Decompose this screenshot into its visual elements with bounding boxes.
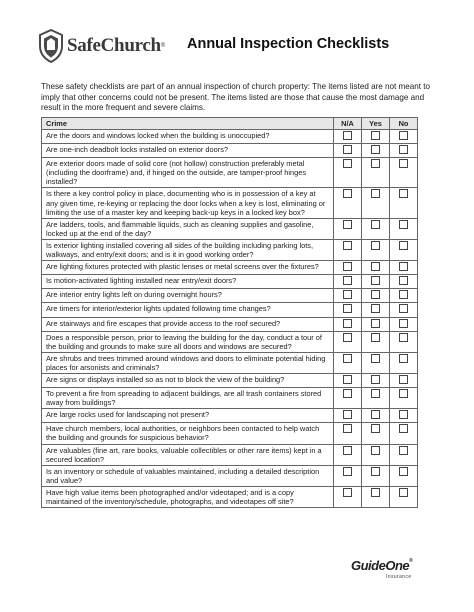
answer-cell-yes xyxy=(362,218,390,239)
question-text: Are timers for interior/exterior lights updated following time changes? xyxy=(42,303,334,317)
question-text: Are the doors and windows locked when the building is unoccupied? xyxy=(42,130,334,144)
answer-cell-na xyxy=(334,188,362,218)
answer-cell-no xyxy=(390,130,418,144)
answer-cell-no xyxy=(390,331,418,352)
answer-cell-na xyxy=(334,423,362,444)
checkbox-no[interactable] xyxy=(399,220,408,229)
checkbox-na[interactable] xyxy=(343,189,352,198)
checkbox-yes[interactable] xyxy=(371,354,380,363)
answer-cell-no xyxy=(390,261,418,275)
answer-cell-na xyxy=(334,444,362,465)
checkbox-yes[interactable] xyxy=(371,446,380,455)
checkbox-no[interactable] xyxy=(399,189,408,198)
answer-cell-no xyxy=(390,444,418,465)
answer-cell-no xyxy=(390,289,418,303)
answer-cell-no xyxy=(390,409,418,423)
column-header-yes: Yes xyxy=(362,118,390,130)
answer-cell-na xyxy=(334,275,362,289)
answer-cell-yes xyxy=(362,144,390,158)
column-header-na: N/A xyxy=(334,118,362,130)
question-text: Are valuables (fine art, rare books, valuable collectibles or other rare items) kept in a secured location? xyxy=(42,444,334,465)
checkbox-yes[interactable] xyxy=(371,290,380,299)
table-row xyxy=(42,303,418,317)
checkbox-na[interactable] xyxy=(343,354,352,363)
checkbox-yes[interactable] xyxy=(371,467,380,476)
checkbox-no[interactable] xyxy=(399,446,408,455)
registered-mark: ® xyxy=(160,43,166,49)
checkbox-yes[interactable] xyxy=(371,241,380,250)
logo-wordmark: SafeChurch xyxy=(67,35,161,56)
checkbox-no[interactable] xyxy=(399,262,408,271)
answer-cell-yes xyxy=(362,239,390,260)
answer-cell-no xyxy=(390,218,418,239)
checkbox-yes[interactable] xyxy=(371,488,380,497)
guideone-insurance-label: Insurance xyxy=(386,574,412,580)
answer-cell-na xyxy=(334,465,362,486)
question-text: Are signs or displays installed so as not to block the view of the building? xyxy=(42,373,334,387)
checkbox-no[interactable] xyxy=(399,375,408,384)
answer-cell-yes xyxy=(362,486,390,507)
question-text: Are interior entry lights left on during overnight hours? xyxy=(42,289,334,303)
answer-cell-yes xyxy=(362,465,390,486)
answer-cell-no xyxy=(390,275,418,289)
answer-cell-no xyxy=(390,423,418,444)
answer-cell-na xyxy=(334,261,362,275)
checkbox-yes[interactable] xyxy=(371,375,380,384)
answer-cell-yes xyxy=(362,289,390,303)
answer-cell-na xyxy=(334,239,362,260)
answer-cell-na xyxy=(334,289,362,303)
question-text: Is exterior lighting installed covering all sides of the building including parking lots, walkways, and entry/exit doors; and is it in good working order? xyxy=(42,239,334,260)
checkbox-na[interactable] xyxy=(343,446,352,455)
checkbox-no[interactable] xyxy=(399,389,408,398)
crime-checklist-table xyxy=(41,117,418,508)
checkbox-na[interactable] xyxy=(343,375,352,384)
guideone-wordmark: GuideOne xyxy=(351,558,410,573)
checkbox-yes[interactable] xyxy=(371,189,380,198)
checkbox-na[interactable] xyxy=(343,220,352,229)
checkbox-na[interactable] xyxy=(343,319,352,328)
checkbox-yes[interactable] xyxy=(371,220,380,229)
checkbox-yes[interactable] xyxy=(371,262,380,271)
checkbox-no[interactable] xyxy=(399,290,408,299)
table-row xyxy=(42,331,418,352)
table-row xyxy=(42,261,418,275)
checkbox-na[interactable] xyxy=(343,145,352,154)
checkbox-na[interactable] xyxy=(343,467,352,476)
answer-cell-no xyxy=(390,239,418,260)
table-row xyxy=(42,130,418,144)
shield-icon xyxy=(38,29,64,63)
table-row xyxy=(42,423,418,444)
checkbox-yes[interactable] xyxy=(371,276,380,285)
checkbox-no[interactable] xyxy=(399,131,408,140)
table-row xyxy=(42,239,418,260)
answer-cell-na xyxy=(334,158,362,188)
answer-cell-no xyxy=(390,303,418,317)
table-row xyxy=(42,188,418,218)
checkbox-yes[interactable] xyxy=(371,159,380,168)
answer-cell-yes xyxy=(362,317,390,331)
question-text: Are shrubs and trees trimmed around windows and doors to eliminate potential hiding places for arsonists and criminals? xyxy=(42,352,334,373)
answer-cell-no xyxy=(390,373,418,387)
answer-cell-yes xyxy=(362,409,390,423)
column-header-no: No xyxy=(390,118,418,130)
checkbox-no[interactable] xyxy=(399,304,408,313)
table-row xyxy=(42,465,418,486)
question-text: Are exterior doors made of solid core (not hollow) construction preferably metal (including the doorframe) and, if hinged on the outside, are tamper-proof hinges installed? xyxy=(42,158,334,188)
checkbox-na[interactable] xyxy=(343,276,352,285)
answer-cell-yes xyxy=(362,373,390,387)
answer-cell-yes xyxy=(362,275,390,289)
table-row xyxy=(42,275,418,289)
checkbox-na[interactable] xyxy=(343,389,352,398)
checkbox-no[interactable] xyxy=(399,319,408,328)
checkbox-na[interactable] xyxy=(343,131,352,140)
checkbox-no[interactable] xyxy=(399,354,408,363)
safechurch-logo xyxy=(38,26,188,66)
question-text: Are one-inch deadbolt locks installed on exterior doors? xyxy=(42,144,334,158)
answer-cell-yes xyxy=(362,261,390,275)
answer-cell-na xyxy=(334,388,362,409)
table-row xyxy=(42,289,418,303)
checkbox-na[interactable] xyxy=(343,290,352,299)
question-text: To prevent a fire from spreading to adjacent buildings, are all trash containers stored away from buildings? xyxy=(42,388,334,409)
page-header xyxy=(38,26,438,66)
guideone-registered-mark: ® xyxy=(409,558,413,564)
checkbox-no[interactable] xyxy=(399,467,408,476)
answer-cell-na xyxy=(334,373,362,387)
table-row xyxy=(42,144,418,158)
answer-cell-na xyxy=(334,317,362,331)
checkbox-yes[interactable] xyxy=(371,424,380,433)
checkbox-na[interactable] xyxy=(343,159,352,168)
page-title: Annual Inspection Checklists xyxy=(187,36,390,52)
question-text: Are large rocks used for landscaping not present? xyxy=(42,409,334,423)
intro-paragraph: These safety checklists are part of an annual inspection of church property: The items listed are not meant to imply that other concerns could not be present. The items listed are those that cause the most damage and result in the more frequent and severe claims. xyxy=(41,82,431,113)
answer-cell-na xyxy=(334,303,362,317)
question-text: Is an inventory or schedule of valuables maintained, including a detailed description and value? xyxy=(42,465,334,486)
table-row xyxy=(42,444,418,465)
answer-cell-na xyxy=(334,130,362,144)
guideone-logo xyxy=(351,558,441,584)
answer-cell-na xyxy=(334,218,362,239)
checkbox-no[interactable] xyxy=(399,488,408,497)
checkbox-no[interactable] xyxy=(399,424,408,433)
checkbox-no[interactable] xyxy=(399,159,408,168)
checkbox-no[interactable] xyxy=(399,276,408,285)
answer-cell-no xyxy=(390,188,418,218)
question-text: Have high value items been photographed and/or videotaped; and is a copy maintained of the inventory/schedule, photographs, and videotapes off site? xyxy=(42,486,334,507)
answer-cell-yes xyxy=(362,158,390,188)
table-row xyxy=(42,317,418,331)
answer-cell-no xyxy=(390,465,418,486)
question-text: Are stairways and fire escapes that provide access to the roof secured? xyxy=(42,317,334,331)
table-row xyxy=(42,409,418,423)
answer-cell-yes xyxy=(362,423,390,444)
question-text: Have church members, local authorities, or neighbors been contacted to help watch the building and grounds for suspicious behavior? xyxy=(42,423,334,444)
question-text: Is motion-activated lighting installed near entry/exit doors? xyxy=(42,275,334,289)
checkbox-na[interactable] xyxy=(343,304,352,313)
answer-cell-yes xyxy=(362,130,390,144)
checkbox-yes[interactable] xyxy=(371,389,380,398)
answer-cell-na xyxy=(334,331,362,352)
checkbox-na[interactable] xyxy=(343,262,352,271)
checkbox-no[interactable] xyxy=(399,241,408,250)
answer-cell-na xyxy=(334,144,362,158)
checkbox-no[interactable] xyxy=(399,410,408,419)
question-text: Are ladders, tools, and flammable liquids, such as cleaning supplies and gasoline, locked up at the end of the day? xyxy=(42,218,334,239)
checkbox-yes[interactable] xyxy=(371,304,380,313)
answer-cell-no xyxy=(390,317,418,331)
answer-cell-yes xyxy=(362,388,390,409)
answer-cell-na xyxy=(334,409,362,423)
checkbox-na[interactable] xyxy=(343,333,352,342)
answer-cell-yes xyxy=(362,444,390,465)
checkbox-na[interactable] xyxy=(343,241,352,250)
table-row xyxy=(42,158,418,188)
answer-cell-no xyxy=(390,486,418,507)
checkbox-na[interactable] xyxy=(343,410,352,419)
table-row xyxy=(42,352,418,373)
answer-cell-no xyxy=(390,158,418,188)
answer-cell-yes xyxy=(362,303,390,317)
table-header-row xyxy=(42,118,418,130)
checkbox-yes[interactable] xyxy=(371,319,380,328)
answer-cell-yes xyxy=(362,188,390,218)
question-text: Is there a key control policy in place, documenting who is in possession of a key at any given time, re-keying or replacing the door locks when a key is lost, eliminating or limiting the use of a master key and keeping back-up keys in a locked key box? xyxy=(42,188,334,218)
column-header-crime: Crime xyxy=(42,118,334,130)
question-text: Does a responsible person, prior to leaving the building for the day, conduct a tour of the building and grounds to make sure all doors and windows are secured? xyxy=(42,331,334,352)
table-row xyxy=(42,486,418,507)
answer-cell-na xyxy=(334,352,362,373)
answer-cell-no xyxy=(390,352,418,373)
checkbox-no[interactable] xyxy=(399,145,408,154)
table-row xyxy=(42,218,418,239)
answer-cell-yes xyxy=(362,331,390,352)
checkbox-yes[interactable] xyxy=(371,145,380,154)
answer-cell-no xyxy=(390,388,418,409)
checkbox-yes[interactable] xyxy=(371,333,380,342)
answer-cell-yes xyxy=(362,352,390,373)
checkbox-yes[interactable] xyxy=(371,131,380,140)
answer-cell-no xyxy=(390,144,418,158)
checkbox-na[interactable] xyxy=(343,488,352,497)
table-row xyxy=(42,388,418,409)
table-row xyxy=(42,373,418,387)
checkbox-no[interactable] xyxy=(399,333,408,342)
checkbox-na[interactable] xyxy=(343,424,352,433)
checkbox-yes[interactable] xyxy=(371,410,380,419)
answer-cell-na xyxy=(334,486,362,507)
question-text: Are lighting fixtures protected with plastic lenses or metal screens over the fixtures? xyxy=(42,261,334,275)
